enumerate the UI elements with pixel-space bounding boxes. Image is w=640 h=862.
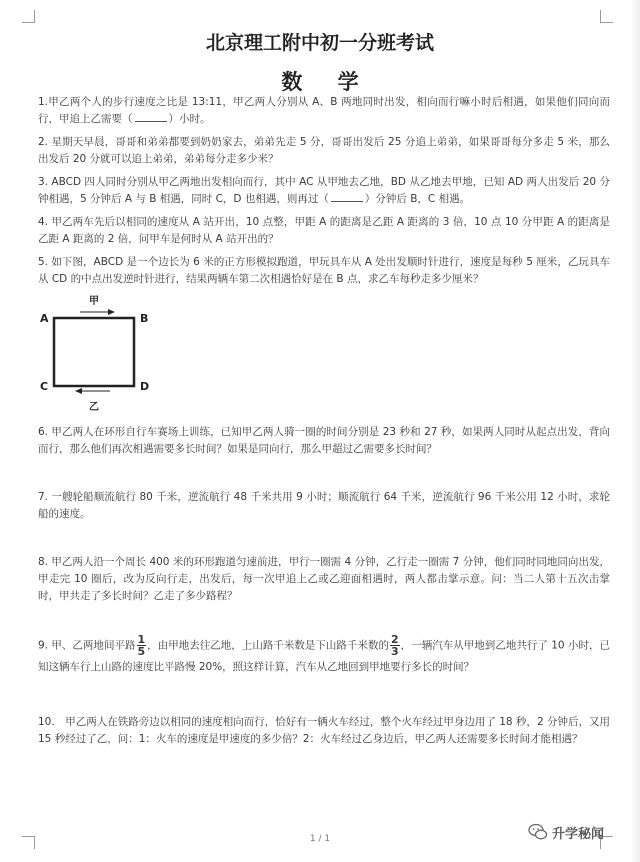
corner-label-c: C (40, 380, 49, 393)
exam-subject: 数 学 (281, 69, 373, 94)
corner-label-a: A (40, 312, 49, 325)
question-8: 8. 甲乙两人沿一个周长 400 米的环形跑道匀速前进，甲行一圈需 4 分钟，乙行走一圈需 7 分钟，他们同时同地同向出发，甲走完 10 圈后，改为反向行走，出发后，每一次甲追上乙或乙迎面相遇时，两人都击掌示意。问：当二人第十五次击掌时，甲共走了多长时间？乙走了多少路程？ (38, 556, 610, 602)
question-7: 7. 一艘轮船顺流航行 80 千米，逆流航行 48 千米共用 9 小时；顺流航行 64 千米，逆流航行 96 千米公用 12 小时，求轮船的速度。 (38, 491, 610, 520)
question-3-text-b: ）分钟后 B，C 相遇。 (364, 193, 471, 205)
question-9-text-b: ，由甲地去往乙地，上山路千米数是下山路千米数的 (147, 639, 390, 652)
question-1-text-b: ）小时。 (168, 113, 211, 125)
question-9-text-c: ，一辆汽车从甲地到乙地共行了 10 小时，已知这辆车行上山路的速度比平路慢 20%，照这样计算，汽车从乙地回到甲地要行多长的时间？ (38, 639, 611, 673)
watermark-text: 升学秘闻 (552, 826, 605, 842)
question-3 (38, 174, 610, 208)
question-9 (38, 634, 610, 677)
question-1-text-a: 1.甲乙两个人的步行速度之比是 13:11，甲乙两人分别从 A、B 两地同时出发，相向而行嘛小时后相遇，如果他们同向而行，甲追上乙需要（ (38, 96, 610, 125)
question-10: 10. 甲乙两人在铁路旁边以相同的速度相向而行，恰好有一辆火车经过，整个火车经过甲身边用了 18 秒，2 分钟后，又用 15 秒经过了乙，问：1：火车的速度是甲速度的多少倍？2：火车经过乙身边后，甲乙两人还需要多长时间才能相遇？ (38, 716, 610, 745)
question-4: 4. 甲乙两车先后以相同的速度从 A 站开出，10 点整，甲距 A 的距离是乙距 A 距离的 3 倍，10 点 10 分甲距 A 的距离是乙距 A 距离的 2 倍，问甲车是何时从 A 站开出的？ (38, 216, 610, 245)
question-3-text-a: 3. ABCD 四人同时分别从甲乙两地出发相向而行，其中 AC 从甲地去乙地，BD 从乙地去甲地，已知 AD 两人出发后 20 分钟相遇，5 分钟后 A 与 B 相遇，同时 C，D 也相遇，则再过（ (38, 176, 610, 205)
arrow-yi-head (75, 388, 82, 394)
question-1 (38, 94, 610, 128)
corner-label-d: D (140, 380, 150, 393)
page-edge-shadow (630, 0, 640, 862)
fraction-one-fifth: $\frac{1}{5}$ (137, 633, 146, 658)
watermark (528, 822, 604, 842)
question-5: 5. 如下图，ABCD 是一个边长为 6 米的正方形模拟跑道，甲玩具车从 A 处出发顺时针进行，速度是每秒 5 厘米，乙玩具车从 CD 的中点出发逆时针进行，结果两辆车第二次相遇恰好是在 B 点，求乙车每秒走多少厘米？ (38, 256, 610, 285)
fraction-two-thirds: $\frac{2}{3}$ (391, 633, 399, 658)
answer-blank (135, 111, 167, 122)
track-square (54, 318, 134, 386)
crop-mark-top-right (600, 10, 613, 23)
question-6: 6. 甲乙两人在环形自行车赛场上训练，已知甲乙两人骑一圈的时间分别是 23 秒和 27 秒，如果两人同时从起点出发，背向而行，那么他们再次相遇需要多长时间？如果是同向行，那么甲超过乙需要多长时间？ (38, 426, 610, 455)
page-number: 1 / 1 (309, 834, 331, 844)
question-9-text-a: 9. 甲、乙两地间平路 (38, 639, 136, 652)
answer-blank (331, 191, 363, 202)
question-2: 2. 星期天早晨，哥哥和弟弟都要到奶奶家去，弟弟先走 5 分，哥哥出发后 25 分追上弟弟，如果哥哥每分多走 5 米，那么出发后 20 分就可以追上弟弟，弟弟每分走多少米？ (38, 136, 610, 165)
wechat-icon (528, 822, 548, 842)
label-yi: 乙 (89, 402, 99, 413)
arrow-jia-head (108, 309, 115, 315)
corner-label-b: B (140, 312, 149, 325)
crop-mark-top-left (22, 10, 35, 23)
exam-title: 北京理工附中初一分班考试 (205, 32, 434, 54)
square-track-diagram (36, 292, 156, 414)
label-jia: 甲 (89, 296, 99, 307)
